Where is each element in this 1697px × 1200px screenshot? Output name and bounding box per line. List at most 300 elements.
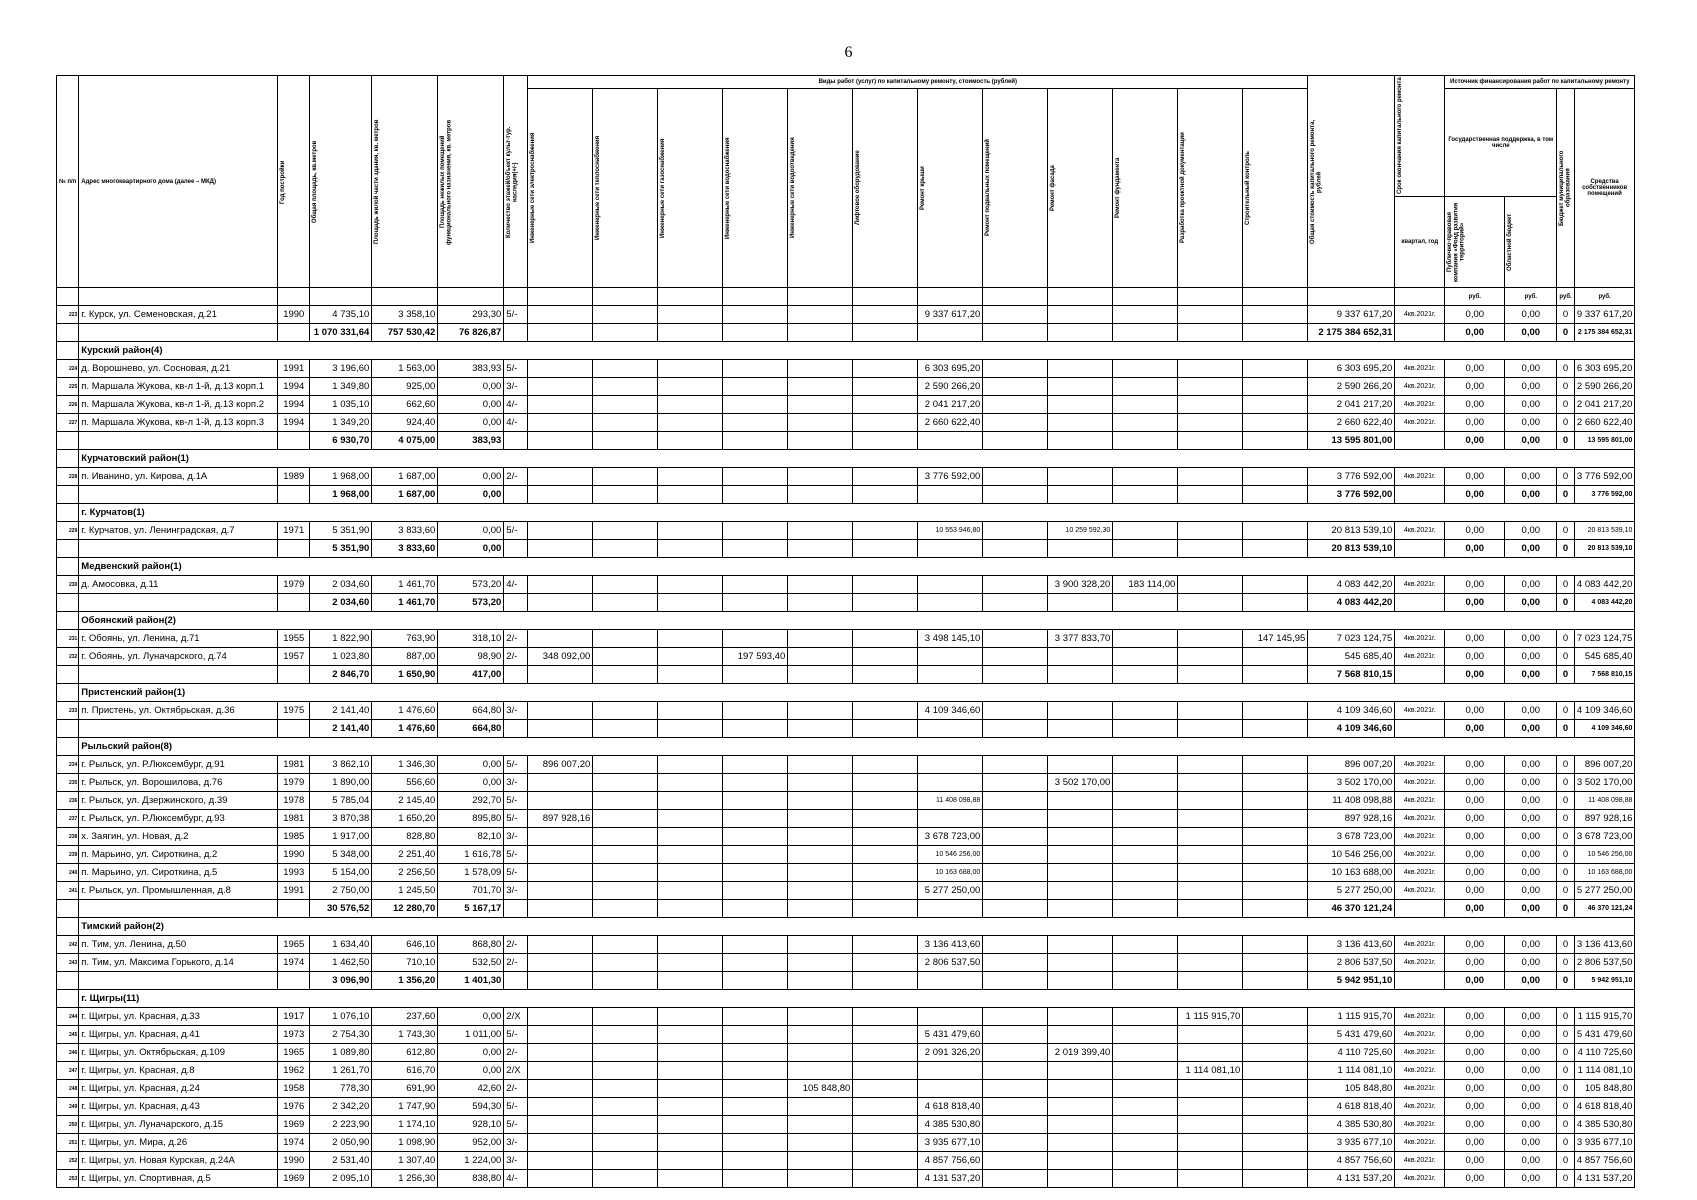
row-number: 228 <box>57 468 79 486</box>
row-deadline: 4кв.2021г. <box>1395 1044 1445 1062</box>
row-total-cost: 4 385 530,80 <box>1308 1116 1395 1134</box>
work-cell-facade <box>1048 972 1113 990</box>
row-nonliving-area: 664,80 <box>438 702 504 720</box>
row-living-area: 3 833,60 <box>372 522 438 540</box>
work-cell-control <box>1243 1098 1308 1116</box>
work-cell-facade <box>1048 792 1113 810</box>
row-year: 1989 <box>278 468 310 486</box>
row-total-cost: 3 935 677,10 <box>1308 1134 1395 1152</box>
row-living-area: 1 461,70 <box>372 576 438 594</box>
table-cell <box>57 684 79 702</box>
work-cell-gas <box>658 936 723 954</box>
row-living-area: 2 256,50 <box>372 864 438 882</box>
work-cell-project <box>1178 900 1243 918</box>
row-total-cost: 3 136 413,60 <box>1308 936 1395 954</box>
row-nonliving-area: 928,10 <box>438 1116 504 1134</box>
work-cell-facade <box>1048 810 1113 828</box>
row-address: г. Курск, ул. Семеновская, д.21 <box>79 306 278 324</box>
row-deadline: 4кв.2021г. <box>1395 1098 1445 1116</box>
row-total-area: 1 634,40 <box>310 936 372 954</box>
row-total-area: 1 349,20 <box>310 414 372 432</box>
work-cell-control <box>1243 594 1308 612</box>
row-living-area: 828,80 <box>372 828 438 846</box>
work-cell-project <box>1178 576 1243 594</box>
work-cell-facade <box>1048 324 1113 342</box>
row-address: п. Маршала Жукова, кв-л 1-й, д.13 корп.2 <box>79 396 278 414</box>
row-year: 1981 <box>278 810 310 828</box>
row-nonliving-area: 417,00 <box>438 666 504 684</box>
work-cell-roof <box>918 1008 983 1026</box>
row-total-area: 2 141,40 <box>310 702 372 720</box>
row-number: 233 <box>57 702 79 720</box>
work-cell-facade <box>1048 594 1113 612</box>
row-living-area: 1 256,30 <box>372 1170 438 1188</box>
row-year: 1994 <box>278 396 310 414</box>
work-cell-roof <box>918 540 983 558</box>
work-cell-heat <box>593 846 658 864</box>
work-cell-heat <box>593 432 658 450</box>
work-cell-lift <box>853 522 918 540</box>
row-floors: 5/- <box>504 1098 528 1116</box>
row-total-cost: 7 023 124,75 <box>1308 630 1395 648</box>
row-number: 238 <box>57 828 79 846</box>
row-floors: 2/- <box>504 630 528 648</box>
subtotal-row <box>57 594 1635 612</box>
work-cell-water <box>723 1134 788 1152</box>
row-total-cost: 4 083 442,20 <box>1308 576 1395 594</box>
row-living-area: 1 098,90 <box>372 1134 438 1152</box>
row-total-area: 3 096,90 <box>310 972 372 990</box>
row-living-area: 3 358,10 <box>372 306 438 324</box>
row-living-area: 237,60 <box>372 1008 438 1026</box>
work-cell-sewer <box>788 1044 853 1062</box>
work-cell-gas <box>658 1026 723 1044</box>
row-municipal: 0 <box>1557 1116 1575 1134</box>
work-cell-lift <box>853 864 918 882</box>
row-municipal: 0 <box>1557 432 1575 450</box>
work-cell-found <box>1113 900 1178 918</box>
row-living-area: 1 687,00 <box>372 468 438 486</box>
work-cell-gas <box>658 792 723 810</box>
section-title: Обоянский район(2) <box>79 612 1635 630</box>
table-row <box>57 1134 1635 1152</box>
row-regional: 0,00 <box>1505 864 1557 882</box>
work-cell-water <box>723 1098 788 1116</box>
table-cell <box>57 342 79 360</box>
row-nonliving-area: 532,50 <box>438 954 504 972</box>
table-header <box>57 76 1635 306</box>
row-address: п. Иванино, ул. Кирова, д.1А <box>79 468 278 486</box>
work-cell-control <box>1243 360 1308 378</box>
work-cell-control <box>1243 522 1308 540</box>
row-municipal: 0 <box>1557 954 1575 972</box>
work-cell-project <box>1178 414 1243 432</box>
table-row <box>57 1116 1635 1134</box>
row-address: п. Марьино, ул. Сироткина, д.2 <box>79 846 278 864</box>
row-total-cost: 20 813 539,10 <box>1308 522 1395 540</box>
row-address: п. Маршала Жукова, кв-л 1-й, д.13 корп.1 <box>79 378 278 396</box>
work-cell-heat <box>593 1008 658 1026</box>
work-cell-project <box>1178 468 1243 486</box>
row-number <box>57 972 79 990</box>
row-total-area: 2 034,60 <box>310 576 372 594</box>
work-cell-control <box>1243 1170 1308 1188</box>
section-title: Медвенский район(1) <box>79 558 1635 576</box>
row-nonliving-area: 383,93 <box>438 432 504 450</box>
work-cell-water <box>723 630 788 648</box>
work-cell-heat <box>593 648 658 666</box>
row-address: г. Щигры, ул. Октябрьская, д.109 <box>79 1044 278 1062</box>
row-total-cost: 2 175 384 652,31 <box>1308 324 1395 342</box>
work-cell-roof: 4 857 756,60 <box>918 1152 983 1170</box>
row-deadline <box>1395 540 1445 558</box>
row-total-area: 1 822,90 <box>310 630 372 648</box>
work-cell-control <box>1243 810 1308 828</box>
row-deadline <box>1395 324 1445 342</box>
row-owners: 896 007,20 <box>1574 756 1635 774</box>
row-living-area: 757 530,42 <box>372 324 438 342</box>
row-living-area: 1 650,90 <box>372 666 438 684</box>
row-nonliving-area: 0,00 <box>438 1044 504 1062</box>
work-cell-gas <box>658 468 723 486</box>
table-cell <box>57 504 79 522</box>
work-cell-basement <box>983 576 1048 594</box>
work-cell-gas <box>658 720 723 738</box>
work-cell-project <box>1178 936 1243 954</box>
row-nonliving-area: 0,00 <box>438 414 504 432</box>
work-cell-control <box>1243 1134 1308 1152</box>
work-cell-found <box>1113 720 1178 738</box>
work-cell-gas <box>658 702 723 720</box>
work-cell-project <box>1178 1134 1243 1152</box>
row-address: п. Марьино, ул. Сироткина, д.5 <box>79 864 278 882</box>
work-cell-control <box>1243 828 1308 846</box>
work-cell-project <box>1178 378 1243 396</box>
work-cell-found <box>1113 486 1178 504</box>
work-cell-sewer <box>788 720 853 738</box>
row-floors: 2/- <box>504 468 528 486</box>
work-cell-gas <box>658 1116 723 1134</box>
work-cell-project <box>1178 594 1243 612</box>
row-deadline: 4кв.2021г. <box>1395 1134 1445 1152</box>
table-row <box>57 576 1635 594</box>
work-cell-sewer <box>788 594 853 612</box>
col-num: № п/п <box>57 76 79 288</box>
row-number: 251 <box>57 1134 79 1152</box>
work-cell-facade: 3 900 328,20 <box>1048 576 1113 594</box>
row-living-area: 924,40 <box>372 414 438 432</box>
work-cell-heat <box>593 522 658 540</box>
work-cell-facade <box>1048 864 1113 882</box>
row-municipal: 0 <box>1557 360 1575 378</box>
table-row <box>57 846 1635 864</box>
table-row <box>57 864 1635 882</box>
row-address: п. Тим, ул. Ленина, д.50 <box>79 936 278 954</box>
work-cell-control <box>1243 378 1308 396</box>
work-cell-water <box>723 954 788 972</box>
work-cell-control <box>1243 1152 1308 1170</box>
row-year <box>278 486 310 504</box>
row-number: 246 <box>57 1044 79 1062</box>
work-cell-heat <box>593 1116 658 1134</box>
work-cell-heat <box>593 666 658 684</box>
work-cell-heat <box>593 1080 658 1098</box>
work-cell-facade <box>1048 936 1113 954</box>
row-floors <box>504 900 528 918</box>
work-cell-lift <box>853 540 918 558</box>
row-fund: 0,00 <box>1445 954 1505 972</box>
work-cell-elec <box>528 324 593 342</box>
work-cell-basement <box>983 594 1048 612</box>
work-cell-project <box>1178 1116 1243 1134</box>
work-cell-lift <box>853 774 918 792</box>
work-cell-lift <box>853 882 918 900</box>
row-regional: 0,00 <box>1505 540 1557 558</box>
work-cell-basement <box>983 882 1048 900</box>
row-year <box>278 900 310 918</box>
section-row <box>57 504 1635 522</box>
work-cell-control <box>1243 774 1308 792</box>
work-cell-lift <box>853 378 918 396</box>
work-cell-elec <box>528 1044 593 1062</box>
row-number: 249 <box>57 1098 79 1116</box>
row-floors <box>504 540 528 558</box>
col-work-project: Разработка проектной документации <box>1180 132 1187 244</box>
table-cell <box>57 558 79 576</box>
row-fund: 0,00 <box>1445 864 1505 882</box>
row-living-area: 556,60 <box>372 774 438 792</box>
row-address: г. Рыльск, ул. Промышленная, д.8 <box>79 882 278 900</box>
work-cell-project <box>1178 756 1243 774</box>
work-cell-control <box>1243 936 1308 954</box>
row-owners: 7 023 124,75 <box>1574 630 1635 648</box>
row-number <box>57 720 79 738</box>
row-owners: 4 083 442,20 <box>1574 576 1635 594</box>
row-total-area: 3 196,60 <box>310 360 372 378</box>
row-number: 234 <box>57 756 79 774</box>
work-cell-project <box>1178 828 1243 846</box>
work-cell-lift <box>853 468 918 486</box>
row-floors: 3/- <box>504 828 528 846</box>
work-cell-found <box>1113 1062 1178 1080</box>
work-cell-lift <box>853 306 918 324</box>
row-number: 236 <box>57 792 79 810</box>
row-owners: 2 590 266,20 <box>1574 378 1635 396</box>
work-cell-water <box>723 828 788 846</box>
work-cell-roof: 5 431 479,60 <box>918 1026 983 1044</box>
work-cell-project <box>1178 720 1243 738</box>
work-cell-elec <box>528 1062 593 1080</box>
work-cell-facade <box>1048 720 1113 738</box>
work-cell-lift <box>853 900 918 918</box>
work-cell-heat <box>593 1152 658 1170</box>
work-cell-heat <box>593 1098 658 1116</box>
work-cell-lift <box>853 828 918 846</box>
row-deadline: 4кв.2021г. <box>1395 468 1445 486</box>
row-floors: 4/- <box>504 576 528 594</box>
work-cell-water <box>723 864 788 882</box>
table-row <box>57 360 1635 378</box>
work-cell-gas <box>658 972 723 990</box>
col-work-gas: Инженерные сети газоснабжения <box>660 138 667 238</box>
col-work-foundation: Ремонт фундамента <box>1115 157 1122 219</box>
work-cell-sewer <box>788 774 853 792</box>
work-cell-heat <box>593 324 658 342</box>
work-cell-control <box>1243 1062 1308 1080</box>
work-cell-elec <box>528 1152 593 1170</box>
row-deadline: 4кв.2021г. <box>1395 774 1445 792</box>
work-cell-gas <box>658 1152 723 1170</box>
row-regional: 0,00 <box>1505 414 1557 432</box>
row-owners: 1 114 081,10 <box>1574 1062 1635 1080</box>
work-cell-lift <box>853 576 918 594</box>
work-cell-control: 147 145,95 <box>1243 630 1308 648</box>
col-work-roof: Ремонт крыши <box>920 166 927 210</box>
row-municipal: 0 <box>1557 522 1575 540</box>
work-cell-basement <box>983 810 1048 828</box>
row-living-area: 612,80 <box>372 1044 438 1062</box>
row-number: 250 <box>57 1116 79 1134</box>
work-cell-facade <box>1048 648 1113 666</box>
work-cell-basement <box>983 774 1048 792</box>
col-municipal: Бюджет муниципального образования <box>1559 150 1572 226</box>
work-cell-found <box>1113 702 1178 720</box>
row-address <box>79 432 278 450</box>
row-deadline: 4кв.2021г. <box>1395 756 1445 774</box>
row-living-area: 1 174,10 <box>372 1116 438 1134</box>
work-cell-basement <box>983 648 1048 666</box>
work-cell-heat <box>593 954 658 972</box>
work-cell-lift <box>853 1062 918 1080</box>
row-nonliving-area: 0,00 <box>438 540 504 558</box>
row-total-cost: 3 776 592,00 <box>1308 486 1395 504</box>
work-cell-lift <box>853 1044 918 1062</box>
col-work-heat: Инженерные сети теплоснабжения <box>595 135 602 241</box>
row-year: 1957 <box>278 648 310 666</box>
row-deadline: 4кв.2021г. <box>1395 1026 1445 1044</box>
work-cell-basement <box>983 954 1048 972</box>
row-regional: 0,00 <box>1505 846 1557 864</box>
work-cell-basement <box>983 1134 1048 1152</box>
table-cell <box>57 918 79 936</box>
row-regional: 0,00 <box>1505 306 1557 324</box>
work-cell-found <box>1113 1152 1178 1170</box>
table-cell <box>57 990 79 1008</box>
row-floors: 5/- <box>504 792 528 810</box>
row-nonliving-area: 1 616,78 <box>438 846 504 864</box>
col-nonliving-area: Площадь нежилых помещений функционального назначения, кв. метров <box>440 118 453 245</box>
row-deadline: 4кв.2021г. <box>1395 396 1445 414</box>
work-cell-found <box>1113 324 1178 342</box>
row-regional: 0,00 <box>1505 1134 1557 1152</box>
row-year <box>278 666 310 684</box>
row-address <box>79 720 278 738</box>
work-cell-lift <box>853 846 918 864</box>
row-municipal: 0 <box>1557 666 1575 684</box>
work-cell-heat <box>593 396 658 414</box>
row-owners: 7 568 810,15 <box>1574 666 1635 684</box>
table-row <box>57 1044 1635 1062</box>
row-total-cost: 897 928,16 <box>1308 810 1395 828</box>
work-cell-elec <box>528 792 593 810</box>
work-cell-heat <box>593 1134 658 1152</box>
work-cell-elec <box>528 720 593 738</box>
row-nonliving-area: 895,80 <box>438 810 504 828</box>
work-cell-sewer <box>788 936 853 954</box>
work-cell-water <box>723 360 788 378</box>
table-row <box>57 414 1635 432</box>
row-year: 1985 <box>278 828 310 846</box>
row-owners: 4 110 725,60 <box>1574 1044 1635 1062</box>
work-cell-heat <box>593 414 658 432</box>
work-cell-lift <box>853 666 918 684</box>
row-floors <box>504 594 528 612</box>
row-address: г. Щигры, ул. Луначарского, д.15 <box>79 1116 278 1134</box>
row-number <box>57 486 79 504</box>
row-regional: 0,00 <box>1505 468 1557 486</box>
work-cell-facade: 10 259 592,30 <box>1048 522 1113 540</box>
row-owners: 10 163 688,00 <box>1574 864 1635 882</box>
row-deadline: 4кв.2021г. <box>1395 1152 1445 1170</box>
work-cell-lift <box>853 648 918 666</box>
unit-rub: руб. <box>1557 288 1575 306</box>
section-title: Пристенский район(1) <box>79 684 1635 702</box>
row-nonliving-area: 0,00 <box>438 468 504 486</box>
row-total-cost: 4 131 537,20 <box>1308 1170 1395 1188</box>
work-cell-facade <box>1048 1062 1113 1080</box>
work-cell-heat <box>593 936 658 954</box>
work-cell-facade <box>1048 468 1113 486</box>
row-year: 1991 <box>278 360 310 378</box>
row-total-cost: 2 590 266,20 <box>1308 378 1395 396</box>
work-cell-heat <box>593 828 658 846</box>
work-cell-found <box>1113 792 1178 810</box>
capital-repair-table <box>56 75 1635 1188</box>
work-cell-found <box>1113 378 1178 396</box>
work-cell-elec <box>528 594 593 612</box>
row-living-area: 1 476,60 <box>372 720 438 738</box>
row-address: г. Рыльск, ул. Р.Люксембург, д.91 <box>79 756 278 774</box>
row-municipal: 0 <box>1557 378 1575 396</box>
row-year: 1917 <box>278 1008 310 1026</box>
work-cell-control <box>1243 324 1308 342</box>
work-cell-gas <box>658 360 723 378</box>
work-cell-basement <box>983 864 1048 882</box>
work-cell-found <box>1113 774 1178 792</box>
row-owners: 3 136 413,60 <box>1574 936 1635 954</box>
row-nonliving-area: 0,00 <box>438 396 504 414</box>
row-living-area: 2 145,40 <box>372 792 438 810</box>
table-row <box>57 1008 1635 1026</box>
row-municipal: 0 <box>1557 756 1575 774</box>
table-row <box>57 828 1635 846</box>
work-cell-lift <box>853 1152 918 1170</box>
work-cell-control <box>1243 432 1308 450</box>
work-cell-lift <box>853 720 918 738</box>
row-regional: 0,00 <box>1505 576 1557 594</box>
work-cell-gas <box>658 1062 723 1080</box>
work-cell-water <box>723 1008 788 1026</box>
work-cell-lift <box>853 954 918 972</box>
work-cell-control <box>1243 576 1308 594</box>
row-floors <box>504 666 528 684</box>
section-title: Курский район(4) <box>79 342 1635 360</box>
row-address <box>79 486 278 504</box>
work-cell-heat <box>593 720 658 738</box>
work-cell-found <box>1113 540 1178 558</box>
col-works-group: Виды работ (услуг) по капитальному ремонту, стоимость (рублей) <box>528 76 1308 89</box>
work-cell-basement <box>983 792 1048 810</box>
